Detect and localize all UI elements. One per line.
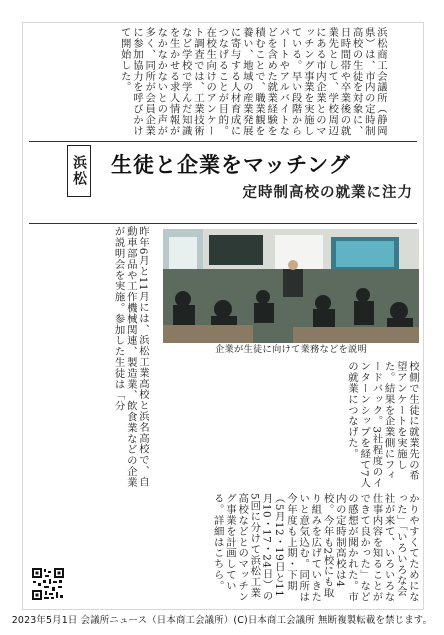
article-body-right: 校側で生徒に就業先の希望アンケートを実施した。結果を企業側にフィードバック。3社程度のインターンシップを経て7人の就業につなげた。 xyxy=(345,361,419,489)
article-headline: 生徒と企業をマッチング xyxy=(111,153,351,177)
region-badge: 浜松 xyxy=(67,145,91,197)
newspaper-clipping xyxy=(22,22,424,610)
article-photo xyxy=(163,229,419,343)
qr-code-icon[interactable] xyxy=(31,567,65,601)
divider-middle xyxy=(29,223,417,224)
photo-caption: 企業が生徒に向けて業務などを説明 xyxy=(215,344,367,355)
article-body-left: 昨年6月と11月には、浜松工業高校と浜名高校で、自動車部品や工作機械関連、製造業、飲食業などの企業が説明会を実施。参加した生徒は「分 xyxy=(112,226,149,488)
divider-top xyxy=(29,141,417,142)
article-lead-paragraph: 浜松商工会議所（静岡県）は、市内の定時制高校の生徒を対象に、日時間帯や卒業後の就業先として、学校周辺にある市内企業とのマッチング事業を実施している。早い段階からパートやアルバイトなどを含めた就業経験を積むことで、職業観を養い、地域の産業発展に寄与する人材育成につなげることが目的。在校生向けのアンケート調査では、工業技術など学校で学んだ知識を生かせる求人情報がなかなかないとの声が多く、同所が会員企業に参加協力を呼びかけて開始した。 xyxy=(118,27,387,136)
article-subheadline: 定時制高校の就業に注力 xyxy=(242,185,413,201)
classroom-photo-illustration xyxy=(163,229,419,343)
article-body-continued: かりやすくてためになった」「いろいろな会社が来て、いろいろな仕事内容を知ることができて良かった」などの感想が聞かれた。市内の定時制高校は4校。今年も2校にも取り組みを広げていきたいと意気込む。同所は今年度も上期・下期（5月12・19日と11月10・17・24日）の5回に分けて浜松工業高校などとのマッチング事業を計画している。詳細はこちら。 xyxy=(211,493,419,602)
copyright-footer: 2023年5月1日 会議所ニュース（日本商工会議所）(C)日本商工会議所 無断複製転載を禁じます。 xyxy=(11,615,433,626)
